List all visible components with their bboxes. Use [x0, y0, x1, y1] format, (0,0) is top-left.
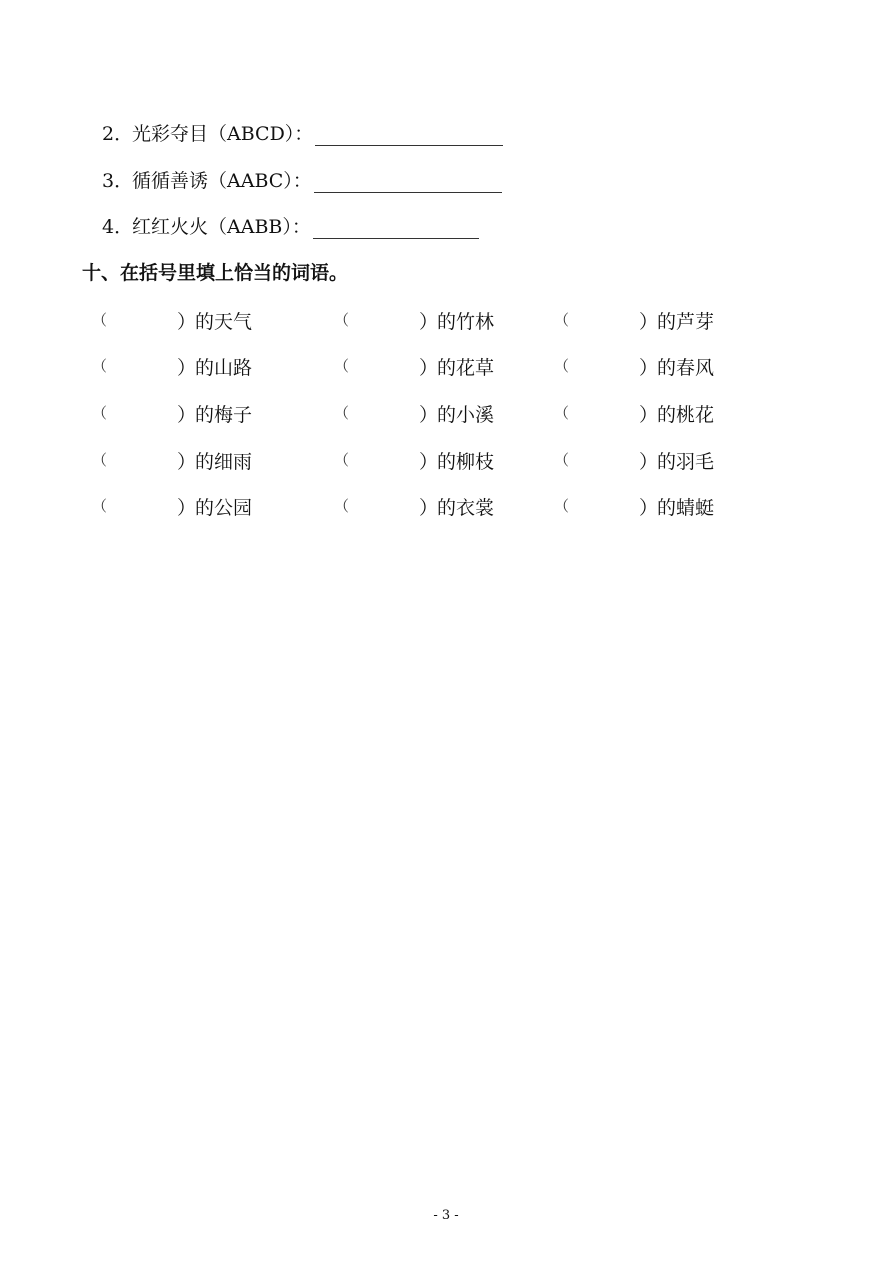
- right-paren: ）: [177, 404, 197, 426]
- left-paren: （: [92, 357, 108, 375]
- right-paren: ）: [177, 357, 197, 379]
- question-2: [102, 118, 503, 146]
- right-paren: ）: [419, 311, 439, 333]
- answer-blank[interactable]: [350, 307, 414, 335]
- answer-blank[interactable]: [108, 307, 172, 335]
- target-word: 的桃花: [657, 404, 715, 426]
- left-paren: （: [554, 357, 570, 375]
- left-paren: （: [92, 451, 108, 469]
- left-paren: （: [334, 311, 350, 329]
- answer-blank[interactable]: [570, 493, 634, 521]
- fill-row: [0, 307, 892, 337]
- question-number: 3．: [102, 170, 134, 192]
- target-word: 的蜻蜓: [657, 497, 715, 519]
- answer-blank[interactable]: [350, 493, 414, 521]
- target-word: 的梅子: [195, 404, 253, 426]
- target-word: 的山路: [195, 357, 253, 379]
- question-3: [102, 165, 502, 193]
- right-paren: ）: [177, 451, 197, 473]
- target-word: 的芦芽: [657, 311, 715, 333]
- target-word: 的细雨: [195, 451, 253, 473]
- target-word: 的竹林: [437, 311, 495, 333]
- answer-blank[interactable]: [350, 353, 414, 381]
- target-word: 的公园: [195, 497, 253, 519]
- question-text: 红红火火（AABB）：: [132, 216, 311, 238]
- left-paren: （: [334, 451, 350, 469]
- answer-blank[interactable]: [570, 447, 634, 475]
- target-word: 的小溪: [437, 404, 495, 426]
- left-paren: （: [92, 497, 108, 515]
- left-paren: （: [334, 404, 350, 422]
- right-paren: ）: [419, 497, 439, 519]
- target-word: 的花草: [437, 357, 495, 379]
- fill-row: [0, 447, 892, 477]
- right-paren: ）: [177, 497, 197, 519]
- target-word: 的羽毛: [657, 451, 715, 473]
- right-paren: ）: [177, 311, 197, 333]
- right-paren: ）: [419, 404, 439, 426]
- fill-row: [0, 400, 892, 430]
- target-word: 的春风: [657, 357, 715, 379]
- left-paren: （: [334, 357, 350, 375]
- answer-blank[interactable]: [570, 400, 634, 428]
- right-paren: ）: [639, 357, 659, 379]
- left-paren: （: [554, 404, 570, 422]
- answer-blank[interactable]: [570, 307, 634, 335]
- right-paren: ）: [639, 497, 659, 519]
- target-word: 的天气: [195, 311, 253, 333]
- target-word: 的柳枝: [437, 451, 495, 473]
- question-4: [102, 211, 479, 239]
- fill-row: [0, 493, 892, 523]
- left-paren: （: [554, 497, 570, 515]
- right-paren: ）: [639, 451, 659, 473]
- left-paren: （: [92, 311, 108, 329]
- left-paren: （: [334, 497, 350, 515]
- section-title: 十、在括号里填上恰当的词语。: [82, 262, 349, 284]
- left-paren: （: [554, 451, 570, 469]
- right-paren: ）: [639, 404, 659, 426]
- answer-blank[interactable]: [108, 493, 172, 521]
- answer-blank[interactable]: [314, 172, 502, 193]
- answer-blank[interactable]: [108, 353, 172, 381]
- answer-blank[interactable]: [350, 400, 414, 428]
- question-number: 4．: [102, 216, 134, 238]
- answer-blank[interactable]: [350, 447, 414, 475]
- question-number: 2．: [102, 123, 134, 145]
- right-paren: ）: [419, 357, 439, 379]
- answer-blank[interactable]: [570, 353, 634, 381]
- answer-blank[interactable]: [108, 400, 172, 428]
- right-paren: ）: [639, 311, 659, 333]
- right-paren: ）: [419, 451, 439, 473]
- page-number: - 3 -: [433, 1208, 459, 1223]
- question-text: 光彩夺目（ABCD）：: [132, 123, 314, 145]
- answer-blank[interactable]: [313, 218, 479, 239]
- left-paren: （: [554, 311, 570, 329]
- question-text: 循循善诱（AABC）：: [132, 170, 312, 192]
- answer-blank[interactable]: [315, 125, 503, 146]
- left-paren: （: [92, 404, 108, 422]
- target-word: 的衣裳: [437, 497, 495, 519]
- fill-row: [0, 353, 892, 383]
- answer-blank[interactable]: [108, 447, 172, 475]
